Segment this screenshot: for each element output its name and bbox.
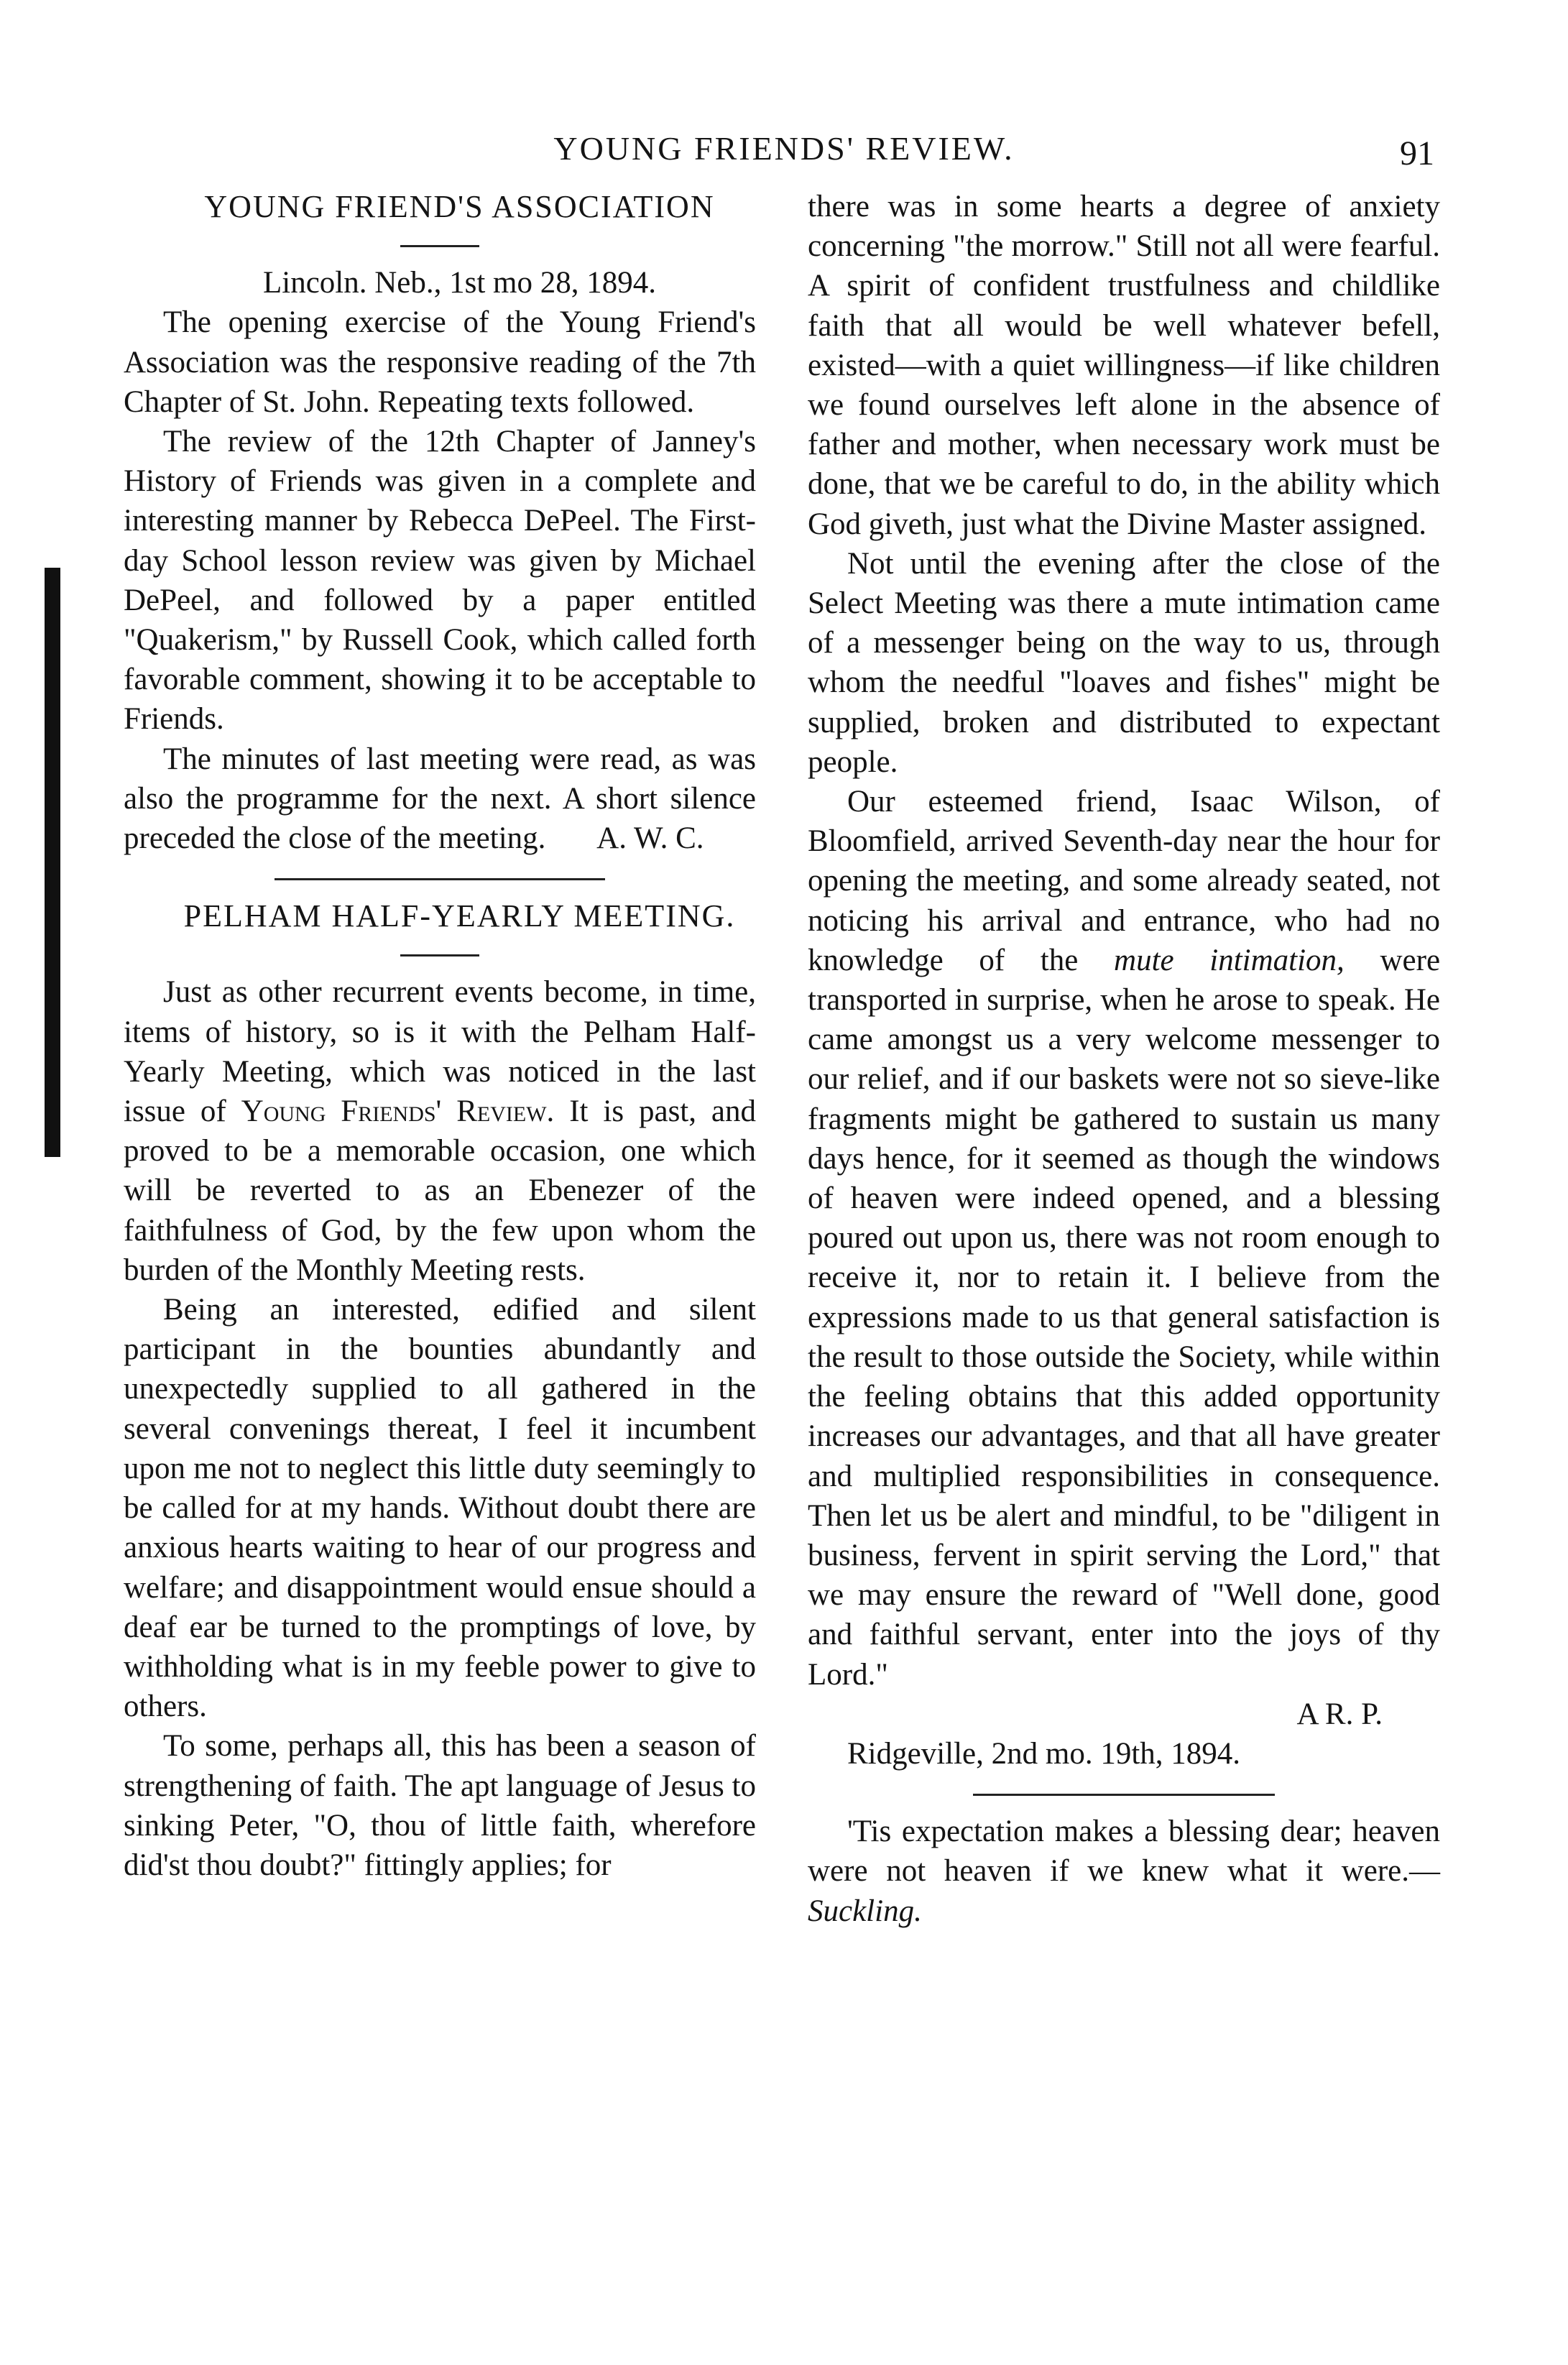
running-title: YOUNG FRIENDS' REVIEW. [553,130,1015,167]
divider [400,954,479,956]
paragraph [124,972,756,1290]
paragraph-text: Just as other recurrent events become, in time, items of history, so is it with the Pelham Half-Yearly Meeting, which was noticed in the last issue of [124,975,756,1129]
paragraph-text: The minutes of last meeting were read, as was also the programme for the next. A short silence preceded the close of the meeting. [124,742,756,856]
quotation [808,1812,1440,1931]
paragraph-text: were transported in surprise, when he arose to speak. He came amongst us a very welcome messenger to our relief, and if our baskets were not so sieve-like fragments might be gathered to sustain us many days hence, for it seemed as though the windows of heaven were indeed opened, and a blessing poured out upon us, there was not room enough to receive it, nor to retain it. I believe from the expressions made to us that general satisfaction is the result to those outside the Society, while within the feeling obtains that this added opportunity increases our advantages, and that all have greater and multiplied responsibilities in consequence. Then let us be alert and mindful, to be "diligent in business, fervent in spirit serving the Lord," that we may ensure the reward of "Well done, good and faithful servant, enter into the joys of thy Lord." [808,943,1441,1692]
right-column [808,187,1440,1931]
article-heading: PELHAM HALF-YEARLY MEETING. [183,898,736,934]
left-column [124,187,756,1885]
emphasis: mute intimation, [1114,943,1345,977]
paragraph [808,782,1440,1695]
quotation-author: Suckling. [808,1894,922,1928]
place-date: Ridgeville, 2nd mo. 19th, 1894. [847,1736,1241,1771]
paragraph: there was in some hearts a degree of anxiety concerning "the morrow." Still not all were fearful. A spirit of confident trustfulness and childlike faith that all would be well whatever befell, existed—with a quiet willingness—if like children we found ourselves left alone in the absence of father and mother, when necessary work must be done, that we be careful to do, in the ability which God giveth, just what the Divine Master assigned. [808,190,1440,541]
article-heading: YOUNG FRIEND'S ASSOCIATION [204,189,715,224]
paragraph: The opening exercise of the Young Friend's Association was the responsive reading of the 7th Chapter of St. John. Repeating texts followed. [124,305,756,419]
paragraph: The review of the 12th Chapter of Janney's History of Friends was given in a complete and interesting manner by Rebecca DePeel. The First-day School lesson review was given by Michael DePeel, and followed by a paper entitled "Quakerism," by Russell Cook, which called forth favorable comment, showing it to be acceptable to Friends. [124,425,756,737]
divider [973,1794,1275,1796]
divider [400,245,479,247]
margin-mark [45,568,60,1157]
paragraph-text: Our esteemed friend, Isaac Wilson, of Bloomfield, arrived Seventh-day near the hour for opening the meeting, and some already seated, not noticing his arrival and entrance, who had no knowledge of the [808,785,1440,977]
article-young-friends-association [124,187,756,858]
paragraph [124,739,756,859]
article-pelham-half-yearly-meeting [124,896,756,1885]
journal-name: Young Friends' Review. [241,1094,555,1129]
paragraph: Being an interested, edified and silent participant in the bounties abundantly and unexpectedly supplied to all gathered in the several convenings thereat, I feel it incumbent upon me not to neglect this little duty seemingly to be called for at my hands. Without doubt there are anxious hearts waiting to hear of our progress and welfare; and disappointment would ensue should a deaf ear be turned to the promptings of love, by withholding what is in my feeble power to give to others. [124,1293,756,1724]
paragraph-text: It is past, and proved to be a memorable occasion, one which will be reverted to as an Ebenezer of the faithfulness of God, by the few upon whom the burden of the Monthly Meeting rests. [124,1094,756,1287]
paragraph: To some, perhaps all, this has been a season of strengthening of faith. The apt language of Jesus to sinking Peter, "O, thou of little faith, wherefore did'st thou doubt?" fittingly applies; for [124,1729,756,1882]
page-number: 91 [1400,134,1434,172]
signature: A R. P. [1296,1697,1383,1731]
dateline: Lincoln. Neb., 1st mo 28, 1894. [262,266,656,300]
divider [275,878,605,880]
paragraph: Not until the evening after the close of the Select Meeting was there a mute intimation came of a messenger being on the way to us, through whom the needful "loaves and fishes" might be supplied, broken and distributed to expectant people. [808,546,1440,779]
signature: A. W. C. [596,821,704,856]
quotation-text: 'Tis expectation makes a blessing dear; heaven were not heaven if we knew what it were.— [808,1815,1440,1889]
